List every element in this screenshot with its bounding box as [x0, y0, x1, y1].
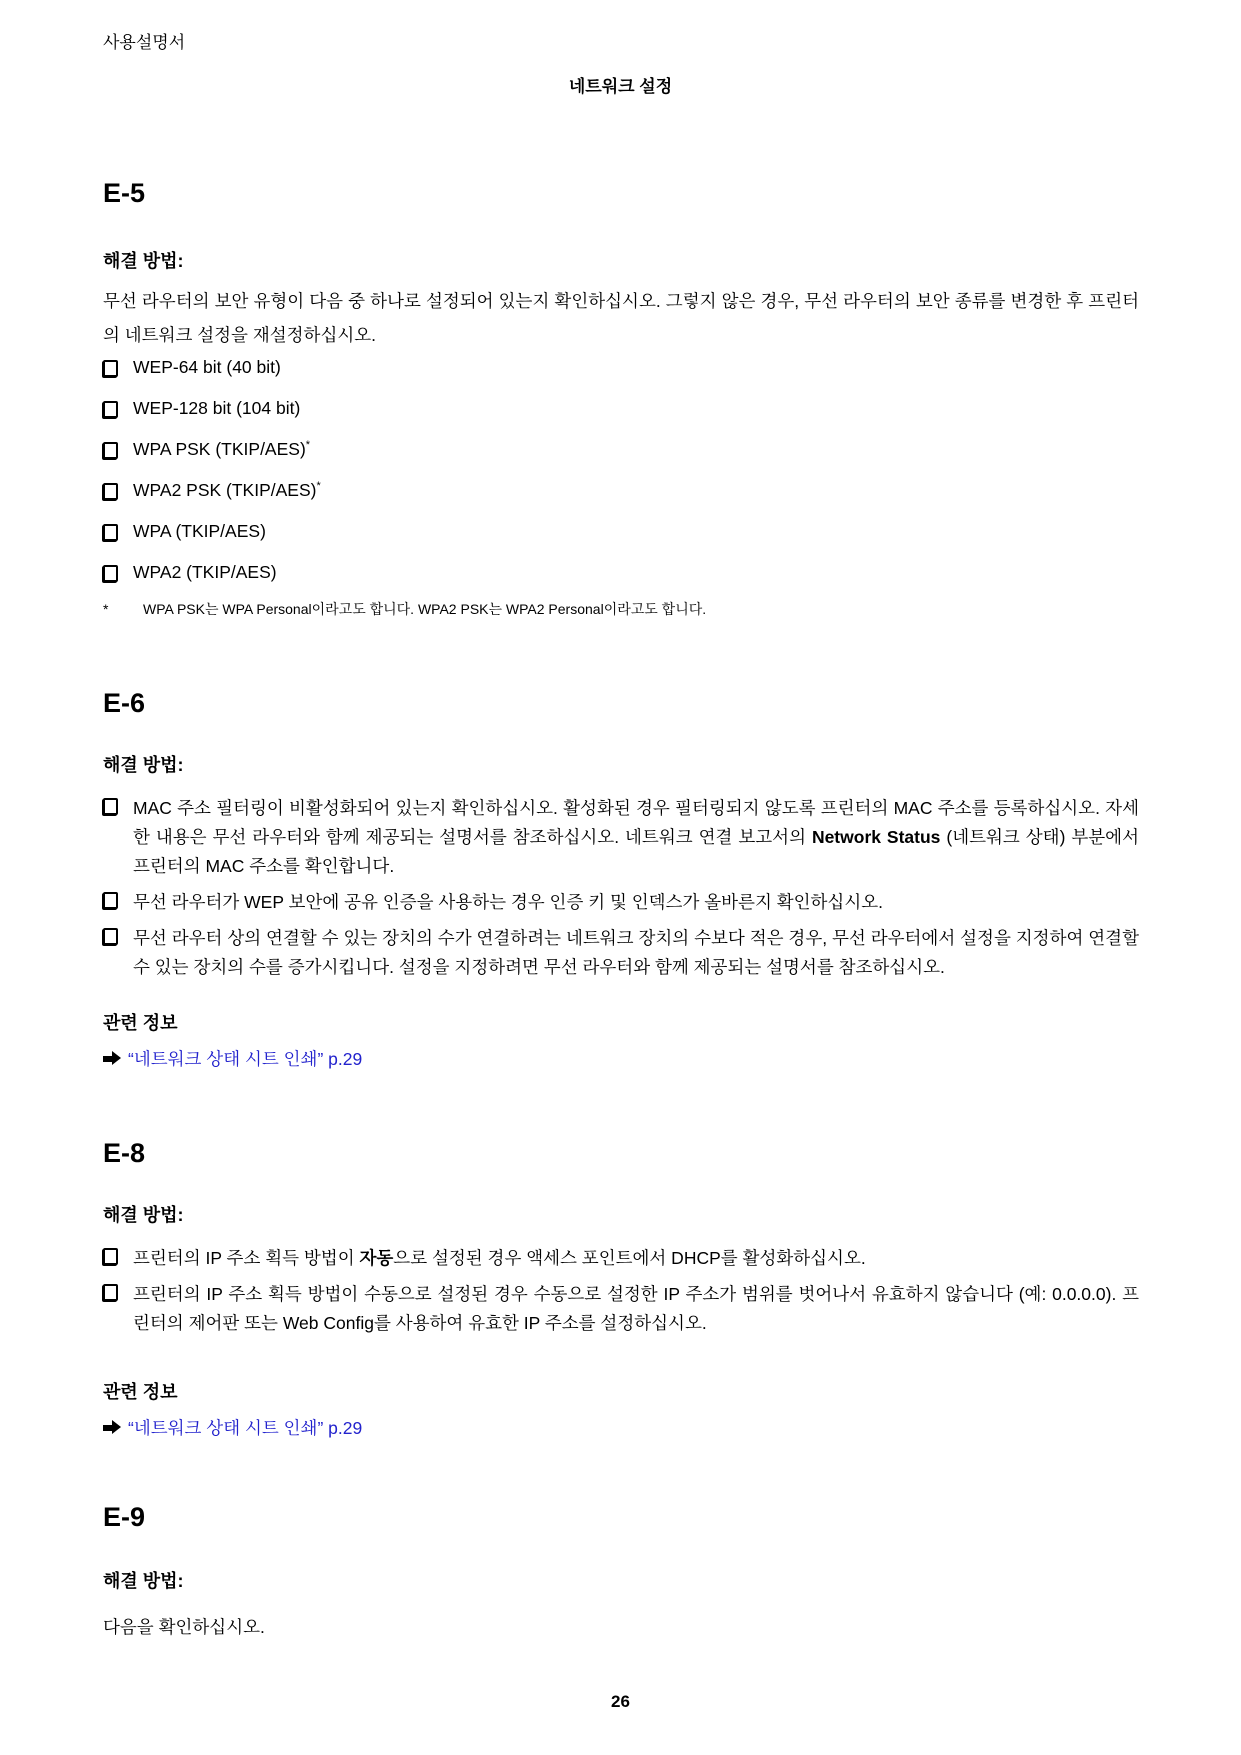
list-item-label: WPA2 PSK (TKIP/AES)* [133, 480, 321, 500]
arrow-right-icon [103, 1420, 121, 1435]
related-info-row [103, 1415, 1139, 1440]
checkbox-bullet-icon [103, 1284, 118, 1301]
section-heading-e9: E-9 [103, 1502, 146, 1532]
related-info-link[interactable]: “네트워크 상태 시트 인쇄” p.29 [128, 1049, 363, 1069]
list-item [103, 1244, 1139, 1273]
solution-label-e6: 해결 방법: [103, 755, 184, 775]
paragraph-e9-body: 다음을 확인하십시오. [103, 1617, 265, 1637]
related-info-label: 관련 정보 [103, 1382, 178, 1402]
list-item [103, 479, 1139, 502]
list-item-text: 무선 라우터가 WEP 보안에 공유 인증을 사용하는 경우 인증 키 및 인덱스가 올바른지 확인하십시오. [133, 892, 884, 912]
list-item-label: WPA (TKIP/AES) [133, 521, 266, 541]
checkbox-bullet-icon [103, 892, 118, 909]
section-heading-e8: E-8 [103, 1138, 146, 1168]
emphasized-term: 자동 [359, 1248, 394, 1268]
solution-label-e8: 해결 방법: [103, 1205, 184, 1225]
footnote-reference: * [305, 439, 311, 452]
list-item [103, 888, 1139, 917]
solution-label-e9: 해결 방법: [103, 1571, 184, 1591]
list-item-text: 프린터의 IP 주소 획득 방법이 수동으로 설정된 경우 수동으로 설정한 IP 주소가 범위를 벗어나서 유효하지 않습니다 (예: 0.0.0.0). 프린터의 제어판 또는 Web Config를 사용하여 유효한 IP 주소를 설정하십시오. [133, 1284, 1139, 1333]
checkbox-bullet-icon [103, 442, 118, 459]
paragraph-e5-intro: 무선 라우터의 보안 유형이 다음 중 하나로 설정되어 있는지 확인하십시오. 그렇지 않은 경우, 무선 라우터의 보안 종류를 변경한 후 프린터의 네트워크 설정을 재설정하십시오. [103, 291, 1139, 345]
related-info-link[interactable]: “네트워크 상태 시트 인쇄” p.29 [128, 1418, 363, 1438]
footnote-reference: * [316, 480, 321, 493]
list-item [103, 520, 1139, 543]
page-number: 26 [611, 1692, 630, 1711]
document-title: 사용설명서 [103, 33, 186, 52]
footnote-e5 [103, 600, 1139, 620]
list-item-text: 무선 라우터 상의 연결할 수 있는 장치의 수가 연결하려는 네트워크 장치의 수보다 적은 경우, 무선 라우터에서 설정을 지정하여 연결할 수 있는 장치의 수를 증가시킵니다. 설정을 지정하려면 무선 라우터와 함께 제공되는 설명서를 참조하십시오. [133, 928, 1139, 977]
solution-label-e5: 해결 방법: [103, 251, 184, 271]
list-item [103, 1280, 1139, 1338]
checkbox-bullet-icon [103, 928, 118, 945]
checkbox-bullet-icon [103, 798, 118, 815]
bullet-list-e8 [103, 1244, 1139, 1345]
related-info-row [103, 1046, 1139, 1071]
list-item [103, 438, 1139, 461]
bullet-list-e5 [103, 356, 1139, 602]
checkbox-bullet-icon [103, 401, 118, 418]
list-item [103, 794, 1139, 881]
checkbox-bullet-icon [103, 360, 118, 377]
list-item-label: WEP-128 bit (104 bit) [133, 398, 301, 418]
footnote-marker: * [103, 601, 109, 617]
list-item-text: 프린터의 IP 주소 획득 방법이 자동으로 설정된 경우 액세스 포인트에서 DHCP를 활성화하십시오. [133, 1248, 866, 1268]
section-heading-e6: E-6 [103, 688, 146, 718]
chapter-title: 네트워크 설정 [568, 77, 673, 96]
footnote-text: WPA PSK는 WPA Personal이라고도 합니다. WPA2 PSK는 WPA2 Personal이라고도 합니다. [143, 601, 707, 617]
list-item-text: MAC 주소 필터링이 비활성화되어 있는지 확인하십시오. 활성화된 경우 필터링되지 않도록 프린터의 MAC 주소를 등록하십시오. 자세한 내용은 무선 라우터와 함께 제공되는 설명서를 참조하십시오. 네트워크 연결 보고서의 Network Status (네트워크 상태) 부분에서 프린터의 MAC 주소를 확인합니다. [133, 798, 1139, 876]
checkbox-bullet-icon [103, 1248, 118, 1265]
list-item [103, 561, 1139, 584]
list-item [103, 924, 1139, 982]
checkbox-bullet-icon [103, 565, 118, 582]
list-item-label: WEP-64 bit (40 bit) [133, 357, 281, 377]
list-item-label: WPA PSK (TKIP/AES)* [133, 439, 311, 459]
list-item [103, 356, 1139, 379]
bullet-list-e6 [103, 794, 1139, 989]
emphasized-term: Network Status [811, 827, 941, 847]
list-item-label: WPA2 (TKIP/AES) [133, 562, 277, 582]
section-heading-e5: E-5 [103, 178, 146, 208]
related-info-label: 관련 정보 [103, 1013, 178, 1033]
list-item [103, 397, 1139, 420]
checkbox-bullet-icon [103, 524, 118, 541]
checkbox-bullet-icon [103, 483, 118, 500]
arrow-right-icon [103, 1051, 121, 1066]
